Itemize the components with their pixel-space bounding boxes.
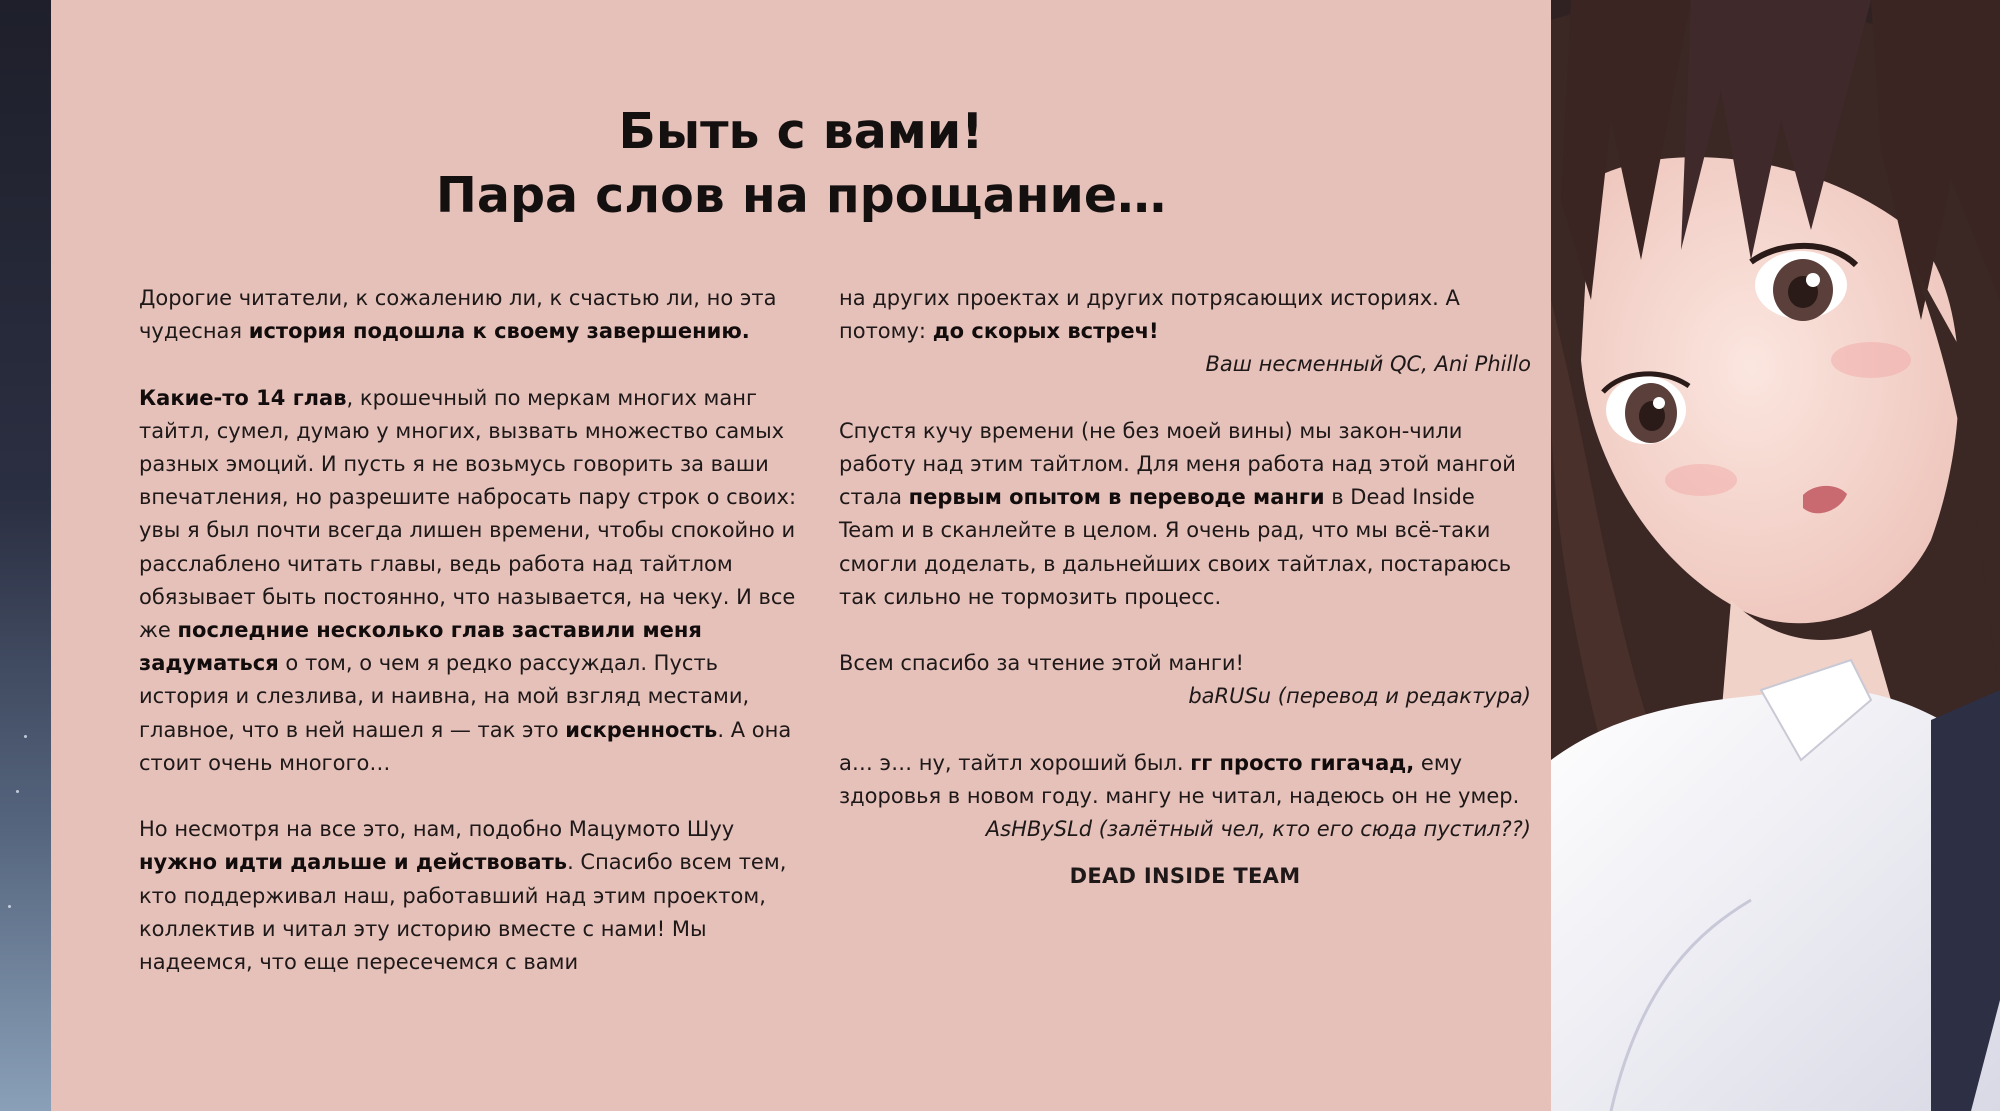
left-night-sky-strip <box>0 0 51 1111</box>
paragraph <box>839 747 1531 813</box>
bold-text: последние несколько глав заставили меня задуматься <box>139 618 702 676</box>
title-line-1: Быть с вами! <box>618 103 984 160</box>
paragraph <box>139 382 811 780</box>
bold-text: Какие-то 14 глав <box>139 385 347 410</box>
text-run: в Dead Inside Team и в сканлейте в целом. Я очень рад, что мы всё-таки смогли доделать, в дальнейших своих тайтлах, постараюсь так сильно не тормозить процесс. <box>839 485 1512 609</box>
signature-qc: Ваш несменный QC, Ani Phillo <box>1205 352 1531 377</box>
left-text-column <box>139 282 811 979</box>
title-line-2: Пара слов на прощание… <box>435 167 1167 224</box>
text-run: Но несмотря на все это, нам, подобно Мацумото Шуу <box>139 817 735 842</box>
text-run: . Спасибо всем тем, кто поддерживал наш, работавший над этим проектом, коллектив и читал эту историю вместе с нами! Мы надеемся, что еще пересечемся с вами <box>139 850 787 975</box>
afterword-page <box>51 0 1551 1111</box>
text-run: а… э… ну, тайтл хороший был. <box>839 750 1191 775</box>
bold-text: первым опытом в переводе манги <box>908 485 1325 510</box>
paragraph <box>139 282 811 348</box>
text-run: Дорогие читатели, к сожалению ли, к счастью ли, но эта чудесная <box>139 286 777 344</box>
bold-text: история подошла к своему завершению. <box>248 319 750 344</box>
text-run: на других проектах и других потрясающих историях. А потому: <box>839 286 1460 344</box>
bold-text: искренность <box>565 717 718 742</box>
paragraph <box>839 282 1531 348</box>
right-text-column <box>839 282 1531 894</box>
illustration-svg <box>1551 0 2000 1111</box>
text-run: ему здоровья в новом году. мангу не читал, надеюсь он не умер. <box>839 750 1520 808</box>
text-run: Спустя кучу времени (не без моей вины) мы закон-чили работу над этим тайтлом. Для меня работа над этой мангой стала <box>839 418 1516 510</box>
text-run: Всем спасибо за чтение этой манги! <box>839 651 1244 676</box>
paragraph <box>139 813 811 979</box>
text-run: . А она стоит очень многого… <box>139 717 792 775</box>
page-title <box>51 100 1551 228</box>
bold-text: до скорых встреч! <box>932 319 1159 344</box>
team-name: DEAD INSIDE TEAM <box>1069 864 1301 889</box>
signature-translator: baRUSu (перевод и редактура) <box>1188 684 1531 709</box>
text-run: о том, о чем я редко рассуждал. Пусть история и слезлива, и наивна, на мой взгляд местами, главное, что в ней нашел я — так это <box>139 651 750 742</box>
signature-guest: AsHBySLd (залётный чел, кто его сюда пустил??) <box>985 817 1531 842</box>
paragraph <box>839 647 1531 680</box>
anime-girl-illustration <box>1551 0 2000 1111</box>
bold-text: нужно идти дальше и действовать <box>139 850 568 875</box>
text-run: , крошечный по меркам многих манг тайтл, сумел, думаю у многих, вызвать множество самых разных эмоций. И пусть я не возьмусь говорить за ваши впечатления, но разрешите набросать пару строк о своих: увы я был почти всегда лишен времени, чтобы спокойно и расслаблено читать главы, ведь работа над тайтлом обязывает быть постоянно, что называется, на чеку. И все же <box>139 385 797 643</box>
paragraph <box>839 415 1531 614</box>
bold-text: гг просто гигачад, <box>1190 750 1415 775</box>
